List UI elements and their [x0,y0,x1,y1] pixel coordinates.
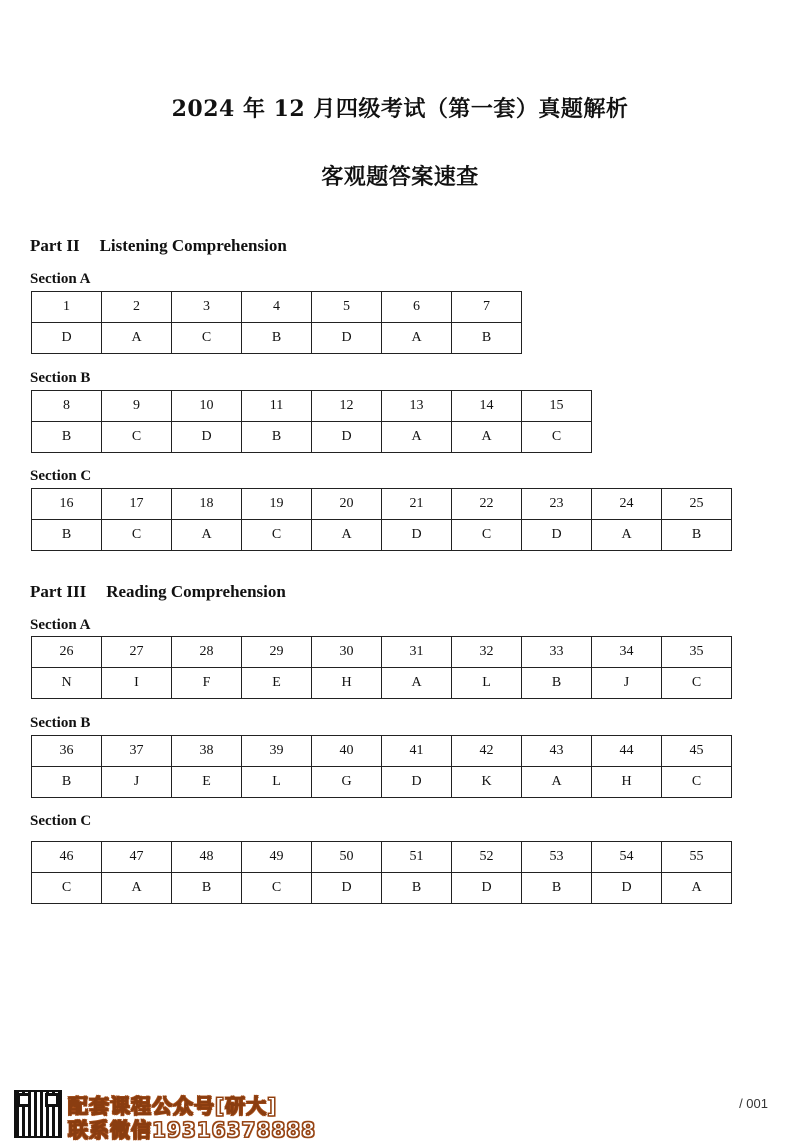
question-number-cell: 6 [382,292,452,323]
question-number-cell: 52 [452,842,522,873]
part-name: Listening Comprehension [99,236,287,255]
answer-row [32,323,522,354]
answer-cell: I [102,668,172,699]
answer-cell: F [172,668,242,699]
answer-cell: D [172,422,242,453]
answer-cell: C [452,520,522,551]
answer-table-listening-c [31,488,732,551]
question-number-cell: 29 [242,637,312,668]
part-name: Reading Comprehension [106,582,286,601]
question-number-cell: 38 [172,736,242,767]
page-subtitle: 客观题答案速查 [321,164,479,190]
answer-row [32,767,732,798]
part-heading-reading [30,582,286,602]
number-row [32,736,732,767]
answer-cell: B [382,873,452,904]
question-number-cell: 41 [382,736,452,767]
answer-cell: A [102,323,172,354]
part-heading-listening [30,236,287,256]
question-number-cell: 9 [102,391,172,422]
answer-cell: B [32,422,102,453]
answer-cell: L [452,668,522,699]
question-number-cell: 22 [452,489,522,520]
answer-cell: E [242,668,312,699]
question-number-cell: 3 [172,292,242,323]
answer-cell: D [592,873,662,904]
question-number-cell: 15 [522,391,592,422]
answer-cell: D [312,422,382,453]
number-row [32,292,522,323]
question-number-cell: 48 [172,842,242,873]
question-number-cell: 5 [312,292,382,323]
question-number-cell: 46 [32,842,102,873]
section-label: Section C [30,468,92,484]
answer-cell: E [172,767,242,798]
question-number-cell: 50 [312,842,382,873]
answer-cell: J [592,668,662,699]
answer-cell: J [102,767,172,798]
section-label: Section A [30,271,91,287]
question-number-cell: 28 [172,637,242,668]
question-number-cell: 32 [452,637,522,668]
answer-cell: A [522,767,592,798]
question-number-cell: 35 [662,637,732,668]
answer-cell: C [242,520,312,551]
question-number-cell: 16 [32,489,102,520]
question-number-cell: 47 [102,842,172,873]
number-row [32,489,732,520]
answer-cell: C [172,323,242,354]
answer-cell: C [242,873,312,904]
answer-table-reading-a [31,636,732,699]
answer-cell: C [522,422,592,453]
answer-cell: D [312,873,382,904]
promo-line-1: 配套课程公众号[研大] [68,1094,278,1118]
answer-cell: A [382,668,452,699]
question-number-cell: 8 [32,391,102,422]
question-number-cell: 27 [102,637,172,668]
question-number-cell: 18 [172,489,242,520]
answer-cell: B [32,520,102,551]
section-label: Section C [30,813,92,829]
answer-cell: A [452,422,522,453]
question-number-cell: 44 [592,736,662,767]
question-number-cell: 14 [452,391,522,422]
question-number-cell: 13 [382,391,452,422]
answer-cell: C [662,668,732,699]
question-number-cell: 54 [592,842,662,873]
question-number-cell: 10 [172,391,242,422]
answer-cell: D [312,323,382,354]
answer-cell: B [172,873,242,904]
answer-cell: H [592,767,662,798]
question-number-cell: 2 [102,292,172,323]
answer-row [32,873,732,904]
promo-line-2: 联系微信19316378888 [68,1118,317,1142]
section-label: Section B [30,370,91,386]
question-number-cell: 37 [102,736,172,767]
answer-cell: A [172,520,242,551]
number-row [32,842,732,873]
question-number-cell: 24 [592,489,662,520]
number-row [32,637,732,668]
answer-cell: B [522,873,592,904]
answer-table-listening-a [31,291,522,354]
answer-cell: K [452,767,522,798]
question-number-cell: 51 [382,842,452,873]
answer-cell: D [382,767,452,798]
answer-cell: D [382,520,452,551]
answer-cell: B [452,323,522,354]
answer-cell: B [522,668,592,699]
question-number-cell: 43 [522,736,592,767]
answer-cell: L [242,767,312,798]
part-label: Part II [30,236,80,255]
answer-cell: B [662,520,732,551]
answer-cell: D [452,873,522,904]
question-number-cell: 21 [382,489,452,520]
answer-cell: D [32,323,102,354]
answer-cell: A [382,323,452,354]
answer-table-listening-b [31,390,592,453]
page-number: / 001 [739,1096,768,1111]
question-number-cell: 12 [312,391,382,422]
answer-row [32,668,732,699]
answer-cell: C [32,873,102,904]
answer-table-reading-c [31,841,732,904]
answer-row [32,520,732,551]
answer-cell: N [32,668,102,699]
question-number-cell: 36 [32,736,102,767]
answer-cell: H [312,668,382,699]
question-number-cell: 39 [242,736,312,767]
question-number-cell: 4 [242,292,312,323]
question-number-cell: 7 [452,292,522,323]
answer-cell: A [102,873,172,904]
question-number-cell: 45 [662,736,732,767]
question-number-cell: 33 [522,637,592,668]
question-number-cell: 25 [662,489,732,520]
section-label: Section B [30,715,91,731]
answer-cell: A [312,520,382,551]
question-number-cell: 49 [242,842,312,873]
answer-cell: B [32,767,102,798]
qr-code-icon [14,1090,62,1138]
question-number-cell: 19 [242,489,312,520]
question-number-cell: 11 [242,391,312,422]
question-number-cell: 53 [522,842,592,873]
question-number-cell: 55 [662,842,732,873]
page-title: 2024 年 12 月四级考试（第一套）真题解析 [171,96,629,122]
section-label: Section A [30,617,91,633]
question-number-cell: 42 [452,736,522,767]
question-number-cell: 17 [102,489,172,520]
number-row [32,391,592,422]
answer-cell: B [242,323,312,354]
question-number-cell: 23 [522,489,592,520]
answer-cell: C [102,422,172,453]
question-number-cell: 20 [312,489,382,520]
part-label: Part III [30,582,87,601]
answer-cell: C [102,520,172,551]
answer-row [32,422,592,453]
question-number-cell: 26 [32,637,102,668]
answer-cell: A [662,873,732,904]
question-number-cell: 31 [382,637,452,668]
answer-table-reading-b [31,735,732,798]
question-number-cell: 34 [592,637,662,668]
answer-cell: A [382,422,452,453]
question-number-cell: 1 [32,292,102,323]
answer-cell: G [312,767,382,798]
answer-cell: A [592,520,662,551]
answer-cell: C [662,767,732,798]
answer-cell: B [242,422,312,453]
question-number-cell: 40 [312,736,382,767]
answer-cell: D [522,520,592,551]
question-number-cell: 30 [312,637,382,668]
